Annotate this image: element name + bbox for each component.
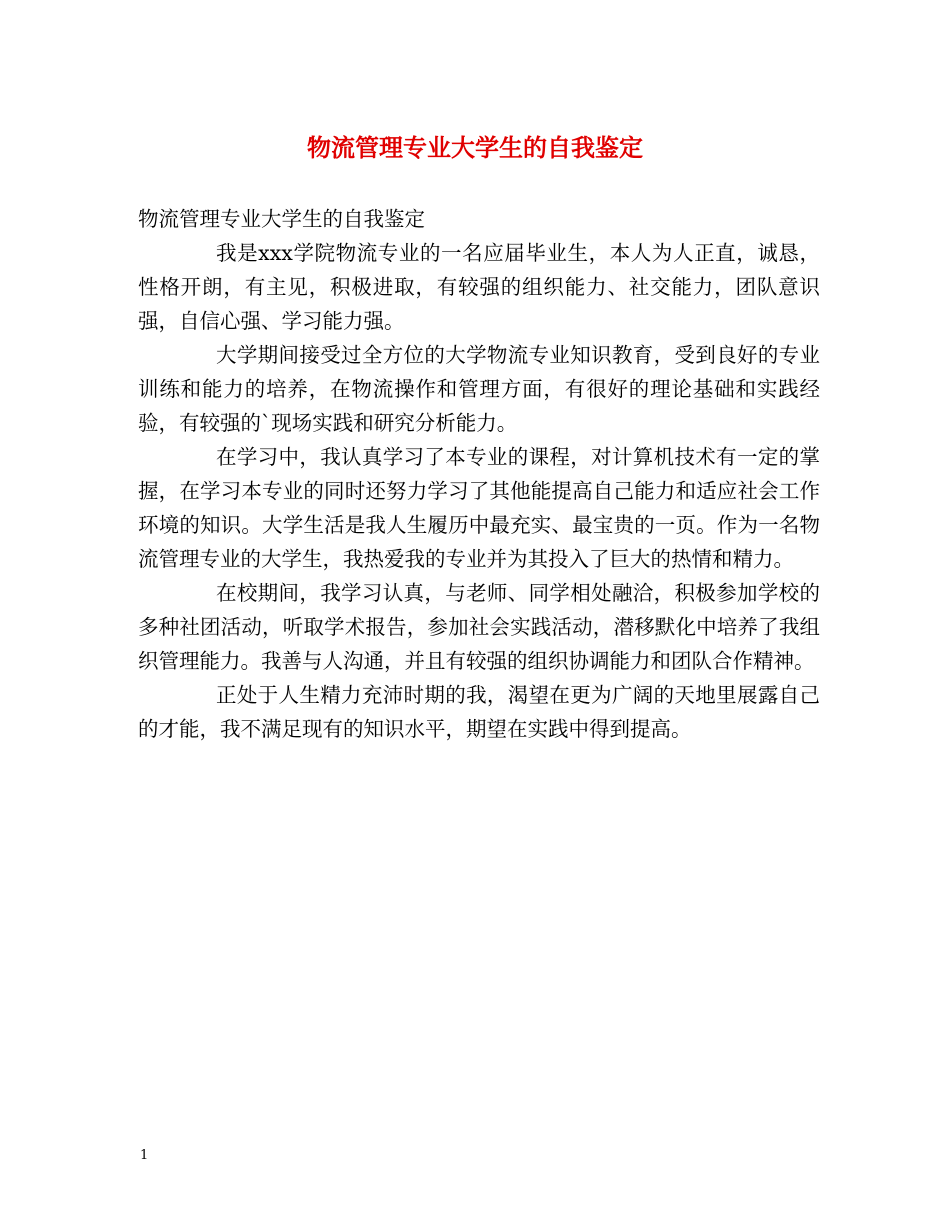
page-number: 1 <box>140 1148 149 1163</box>
paragraph-1: 我是xxx学院物流专业的一名应届毕业生，本人为人正直，诚恳，性格开朗，有主见，积极进取，有较强的组织能力、社交能力，团队意识强，自信心强、学习能力强。 <box>138 241 820 333</box>
paragraph-3: 在学习中，我认真学习了本专业的课程，对计算机技术有一定的掌握，在学习本专业的同时还努力学习了其他能提高自己能力和适应社会工作环境的知识。大学生活是我人生履历中最充实、最宝贵的一页。作为一名物流管理专业的大学生，我热爱我的专业并为其投入了巨大的热情和精力。 <box>138 445 820 571</box>
paragraph-4: 在校期间，我学习认真，与老师、同学相处融洽，积极参加学校的多种社团活动，听取学术报告，参加社会实践活动，潜移默化中培养了我组织管理能力。我善与人沟通，并且有较强的组织协调能力和团队合作精神。 <box>138 581 820 673</box>
document-body <box>138 202 820 746</box>
paragraph-2: 大学期间接受过全方位的大学物流专业知识教育，受到良好的专业训练和能力的培养，在物流操作和管理方面，有很好的理论基础和实践经验，有较强的`现场实践和研究分析能力。 <box>138 343 820 435</box>
document-title: 物流管理专业大学生的自我鉴定 <box>307 133 643 162</box>
paragraph-5: 正处于人生精力充沛时期的我，渴望在更为广阔的天地里展露自己的才能，我不满足现有的知识水平，期望在实践中得到提高。 <box>138 683 820 741</box>
document-subtitle: 物流管理专业大学生的自我鉴定 <box>138 207 425 231</box>
